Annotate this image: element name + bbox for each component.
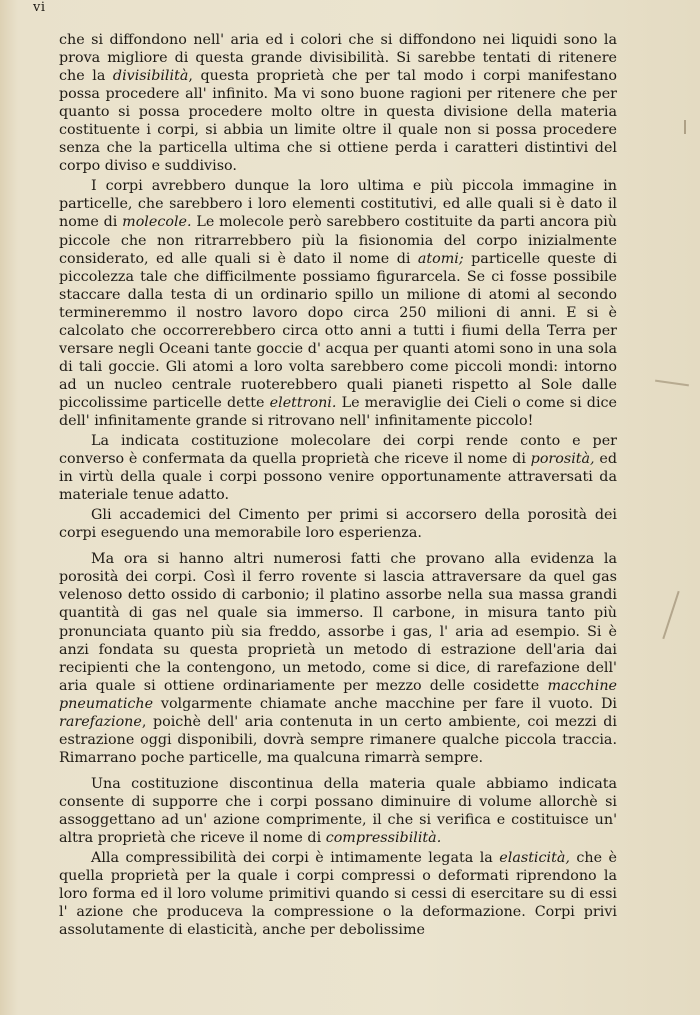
page-number: vi [33, 0, 46, 15]
italic-term: elasticità, [499, 850, 570, 867]
text-run: Le meraviglie dei Cieli o come si dice dell' infinitamente grande si ritrovano nell' infinitamente piccolo! [59, 394, 617, 429]
italic-term: compressibilità. [325, 830, 442, 847]
italic-term: macchine pneumatiche [59, 677, 617, 712]
text-run: I corpi avrebbero dunque la loro ultima e più piccola immagine in particelle, che sarebbero i loro elementi costitutivi, ed alle quali si è dato il nome di [59, 178, 617, 231]
italic-term: molecole. [122, 214, 192, 231]
paragraph [59, 849, 617, 939]
italic-term: divisibilità [112, 68, 189, 85]
text-run: Una costituzione discontinua della materia quale abbiamo indicata consente di supporre che i corpi possano diminuire di volume allorchè si assoggettano ad un' azione comprimente, il che si verifica e costituisce un' altra proprietà che riceve il nome di [59, 775, 617, 847]
text-run: Le molecole però sarebbero costituite da parti ancora più piccole che non ritrarrebbero più la fisionomia del corpo inizialmente considerato, ed alle quali si è dato il nome di [59, 214, 617, 267]
text-run: , questa proprietà che per tal modo i corpi manifestano possa procedere all' infinito. Ma vi sono buone ragioni per ritenere che per quanto si possa procedere molto oltre in questa divisione della materia costituente i corpi, si abbia un limite oltre il quale non si possa procedere senza che la particella ultima che si ottiene perda i caratteri distintivi del corpo diviso e suddiviso. [59, 68, 617, 175]
paragraph [59, 432, 617, 504]
paragraph [59, 31, 617, 175]
text-run: Gli accademici del Cimento per primi si accorsero della porosità dei corpi eseguendo una memorabile loro esperienza. [59, 507, 617, 542]
paragraph [59, 550, 617, 767]
italic-term: rarefazione [59, 713, 142, 730]
italic-term: atomi; [417, 250, 464, 267]
text-run: La indicata costituzione molecolare dei corpi rende conto e per converso è confermata da quella proprietà che riceve il nome di [59, 433, 617, 468]
text-run: Ma ora si hanno altri numerosi fatti che provano alla evidenza la porosità dei corpi. Così il ferro rovente si lascia attraversare da quel gas velenoso detto ossido di carbonio; il platino assorbe nella sua massa grandi quantità di gas nel quale sia immerso. Il carbone, in misura tanto più pronunciata quanto più sia freddo, assorbe i gas, l' aria ad esempio. Si è anzi fondata su questa proprietà un metodo di estrazione dell'aria dai recipienti che la contengono, un metodo, come si dice, di rarefazione dell' aria quale si ottiene ordinariamente per mezzo delle cosidette [59, 551, 617, 694]
margin-mark [655, 380, 689, 387]
text-run: che si diffondono nell' aria ed i colori che si diffondono nei liquidi sono la prova migliore di questa grande divisibilità. Si sarebbe tentati di ritenere che la [59, 32, 617, 85]
italic-term: elettroni. [269, 394, 337, 411]
italic-term: porosità, [530, 451, 595, 468]
text-run: che è quella proprietà per la quale i corpi compressi o deformati riprendono la loro forma ed il loro volume primitivi quando si cessi di esercitare su di essi l' azione che produceva la compressione o la deformazione. Corpi privi assolutamente di elasticità, anche per debolissime [59, 850, 617, 939]
margin-mark [684, 120, 686, 134]
margin-mark [662, 591, 679, 639]
paragraph [59, 775, 617, 847]
text-run: particelle queste di piccolezza tale che difficilmente possiamo figurarcela. Se ci fosse possibile staccare dalla testa di un ordinario spillo un milione di atomi al secondo termineremmo il nostro lavoro dopo circa 250 milioni di anni. E si è calcolato che occorrerebbero circa otto anni a tutti i fiumi della Terra per versare negli Oceani tante goccie d' acqua per quanti atomi sono in una sola di tali goccie. Gli atomi a loro volta sarebbero come piccoli mondi: intorno ad un nucleo centrale ruoterebbero quali pianeti rispetto al Sole dalle piccolissime particelle dette [59, 250, 618, 411]
paragraph [59, 177, 617, 430]
body-text [59, 31, 617, 939]
text-run: Alla compressibilità dei corpi è intimamente legata la [91, 850, 500, 867]
text-run: ed in virtù della quale i corpi possono venire opportunamente attraversati da materiale tenue adatto. [59, 451, 617, 504]
paragraph [59, 506, 617, 542]
text-run: volgarmente chiamate anche macchine per fare il vuoto. Di [153, 695, 617, 712]
text-run: , poichè dell' aria contenuta in un certo ambiente, coi mezzi di estrazione oggi disponibili, dovrà sempre rimanere qualche piccola traccia. Rimarrano poche particelle, ma qualcuna rimarrà sempre. [59, 713, 617, 766]
